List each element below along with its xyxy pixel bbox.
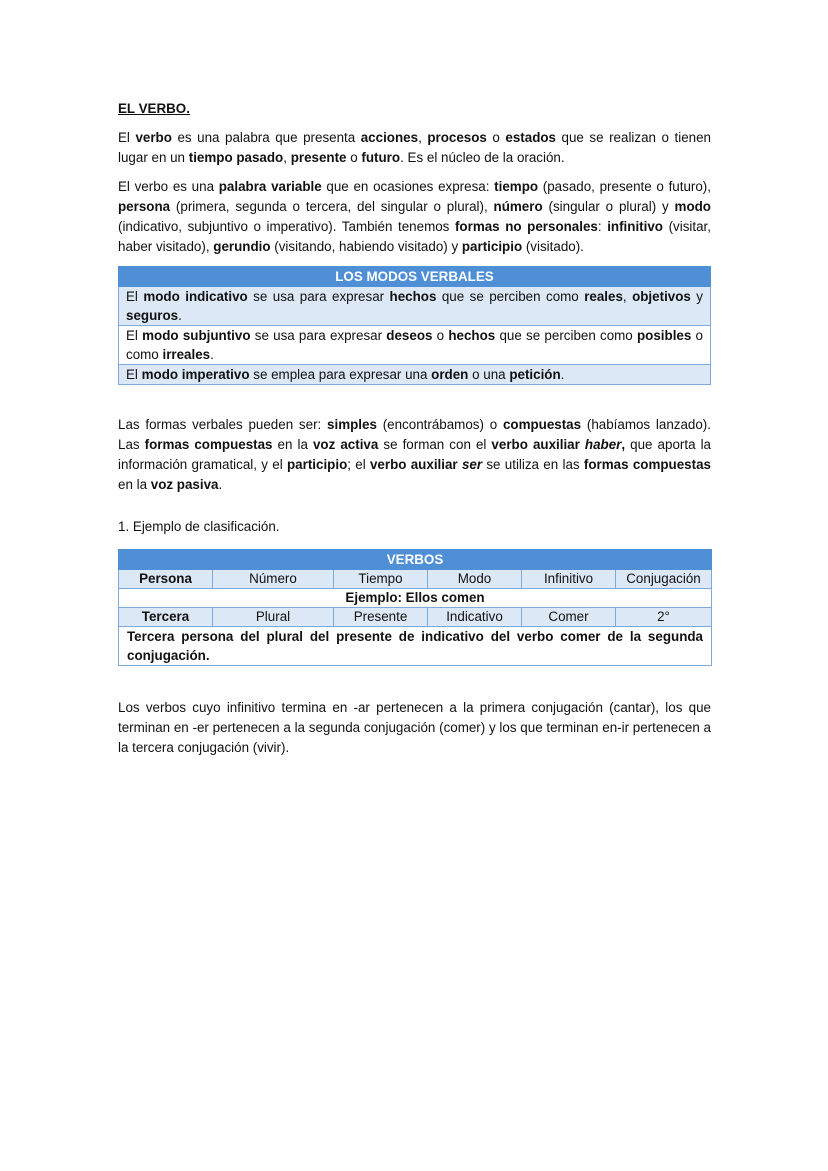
text: .: [210, 347, 214, 362]
bold-term: gerundio: [213, 239, 271, 254]
text: El: [126, 367, 142, 382]
bold-term: tiempo pasado: [188, 150, 284, 165]
bold-term: seguros: [126, 308, 179, 323]
example-cell: Ejemplo: Ellos comen: [119, 589, 712, 608]
text: . Es el núcleo de la oración.: [400, 150, 565, 165]
text: que se perciben como: [495, 328, 637, 343]
text: que se realizan o tienen lugar en un: [118, 130, 711, 165]
bold-term: hechos: [389, 289, 437, 304]
mode-indicative-cell: [119, 287, 711, 326]
modes-table-header: LOS MODOS VERBALES: [119, 267, 711, 287]
text: que se perciben como: [436, 289, 585, 304]
text: en la: [272, 437, 313, 452]
bold-term: presente: [290, 150, 347, 165]
text: El verbo es una: [118, 179, 219, 194]
text: ,: [283, 150, 291, 165]
bold-italic-term: haber: [584, 437, 622, 452]
text: :: [597, 219, 608, 234]
column-header-numero: Número: [213, 570, 334, 589]
value-persona: Tercera: [119, 608, 213, 627]
text: ; el: [347, 457, 370, 472]
bold-term: persona: [118, 199, 171, 214]
bold-term: tiempo: [494, 179, 539, 194]
table-row: [119, 287, 711, 326]
table-row: [119, 326, 711, 365]
table-row: [119, 570, 712, 589]
text: que en ocasiones expresa:: [321, 179, 495, 194]
bold-term: reales: [584, 289, 623, 304]
text: o una: [468, 367, 510, 382]
text: ,: [622, 289, 633, 304]
value-conjugacion: 2°: [616, 608, 712, 627]
mode-imperative-cell: [119, 365, 711, 385]
column-header-tiempo: Tiempo: [334, 570, 428, 589]
bold-term: objetivos: [632, 289, 691, 304]
text: se forman con el: [378, 437, 492, 452]
text: (primera, segunda o tercera, del singular o plural),: [170, 199, 494, 214]
bold-term: formas no personales: [454, 219, 598, 234]
page-title: EL VERBO.: [118, 101, 190, 116]
column-header-conjugacion: Conjugación: [616, 570, 712, 589]
bold-term: voz activa: [312, 437, 379, 452]
text: (pasado, presente o futuro),: [538, 179, 711, 194]
value-infinitivo: Comer: [522, 608, 616, 627]
text: El: [126, 289, 144, 304]
text: y: [690, 289, 703, 304]
text: .: [218, 477, 223, 492]
bold-term: modo imperativo: [141, 367, 250, 382]
bold-term: palabra variable: [218, 179, 322, 194]
column-header-infinitivo: Infinitivo: [522, 570, 616, 589]
text: (singular o plural) y: [542, 199, 675, 214]
modes-table: [118, 266, 711, 385]
bold-term: compuestas: [502, 417, 582, 432]
bold-italic-term: ser: [461, 457, 483, 472]
bold-term: posibles: [637, 328, 692, 343]
paragraph-variable: [118, 177, 711, 257]
text: que aporta la información gramatical, y el: [118, 437, 711, 472]
text: (habíamos lanzado). Las: [118, 417, 711, 452]
bold-term: verbo auxiliar: [369, 457, 458, 472]
bold-term: modo indicativo: [143, 289, 248, 304]
example-label: 1. Ejemplo de clasificación.: [118, 519, 280, 534]
bold-term: estados: [505, 130, 556, 145]
text: se utiliza en las: [482, 457, 584, 472]
value-numero: Plural: [213, 608, 334, 627]
bold-term: verbo: [135, 130, 172, 145]
text: o como: [126, 328, 704, 362]
bold-term: orden: [431, 367, 469, 382]
column-header-modo: Modo: [428, 570, 522, 589]
text: (indicativo, subjuntivo o imperativo). También tenemos: [118, 219, 455, 234]
verbs-table-header: VERBOS: [119, 550, 712, 570]
text: .: [560, 367, 565, 382]
table-row: [119, 627, 712, 666]
bold-term: modo subjuntivo: [142, 328, 251, 343]
value-modo: Indicativo: [428, 608, 522, 627]
summary-cell: Tercera persona del plural del presente de indicativo del verbo comer de la segunda conjugación.: [119, 627, 712, 666]
text: se emplea para expresar una: [249, 367, 432, 382]
text: en la: [118, 477, 151, 492]
bold-term: voz pasiva: [150, 477, 219, 492]
table-row: [119, 589, 712, 608]
text: El: [126, 328, 143, 343]
text: .: [178, 308, 182, 323]
text: El: [118, 130, 136, 145]
bold-term: ,: [621, 437, 626, 452]
bold-term: irreales: [162, 347, 211, 362]
bold-term: participio: [461, 239, 523, 254]
value-tiempo: Presente: [334, 608, 428, 627]
paragraph-definition: [118, 128, 711, 168]
text: (encontrábamos) o: [376, 417, 503, 432]
paragraph-conjugations: Los verbos cuyo infinitivo termina en -ar pertenecen a la primera conjugación (cantar), los que terminan en -er pertenecen a la segunda conjugación (comer) y los que terminan en-ir pertenecen a la tercera conjugación (vivir).: [118, 700, 711, 755]
bold-term: participio: [286, 457, 348, 472]
bold-term: acciones: [360, 130, 419, 145]
bold-term: deseos: [386, 328, 433, 343]
text: o: [486, 130, 506, 145]
text: (visitando, habiendo visitado) y: [270, 239, 462, 254]
verbs-table: [118, 549, 712, 666]
text: se usa para expresar: [247, 289, 390, 304]
bold-term: simples: [327, 417, 377, 432]
text: se usa para expresar: [250, 328, 387, 343]
mode-subjunctive-cell: [119, 326, 711, 365]
text: o: [346, 150, 362, 165]
bold-term: futuro: [361, 150, 401, 165]
text: (visitar, haber visitado),: [118, 219, 711, 254]
bold-term: formas compuestas: [583, 457, 711, 472]
bold-term: modo: [674, 199, 711, 214]
bold-term: procesos: [427, 130, 487, 145]
bold-term: verbo auxiliar: [491, 437, 580, 452]
text: ,: [418, 130, 428, 145]
bold-term: formas compuestas: [144, 437, 273, 452]
text: es una palabra que presenta: [171, 130, 361, 145]
bold-term: petición: [509, 367, 561, 382]
bold-term: infinitivo: [607, 219, 663, 234]
table-row: [119, 608, 712, 627]
column-header-persona: Persona: [119, 570, 213, 589]
paragraph-forms: [118, 415, 711, 495]
table-row: [119, 365, 711, 385]
text: (visitado).: [522, 239, 584, 254]
bold-term: número: [493, 199, 543, 214]
bold-term: hechos: [448, 328, 496, 343]
text: o: [432, 328, 449, 343]
text: Las formas verbales pueden ser:: [118, 417, 328, 432]
